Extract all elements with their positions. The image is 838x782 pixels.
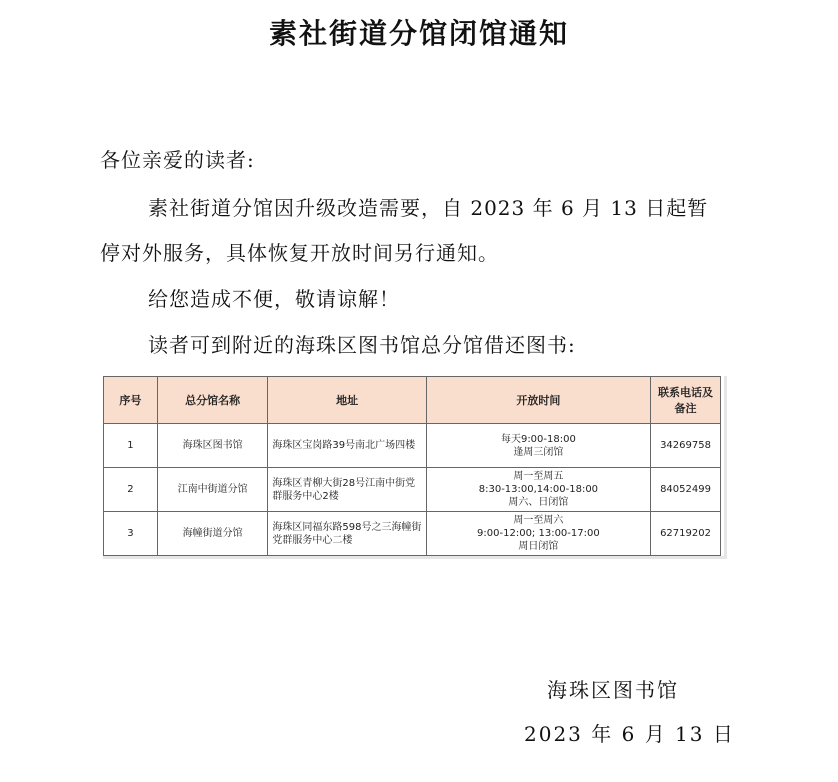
hours-line: 8:30-13:00,14:00-18:00 <box>478 484 599 495</box>
library-table <box>103 376 721 556</box>
cell-no: 2 <box>104 468 158 512</box>
table-row <box>104 512 721 556</box>
hours-line: 周日闭馆 <box>518 541 559 552</box>
cell-address: 海珠区青柳大街28号江南中街党群服务中心2楼 <box>268 468 426 512</box>
header-name: 总分馆名称 <box>157 377 268 424</box>
hours-line: 每天9:00-18:00 <box>500 433 576 445</box>
cell-name: 江南中街道分馆 <box>157 468 268 512</box>
notice-title: 素社街道分馆闭馆通知 <box>268 17 569 50</box>
table-row <box>104 468 721 512</box>
cell-phone: 34269758 <box>651 424 721 468</box>
cell-phone: 84052499 <box>651 468 721 512</box>
cell-phone: 62719202 <box>651 512 721 556</box>
table-row <box>104 424 721 468</box>
paragraph-1-line-1: 素社街道分馆因升级改造需要，自 2023 年 6 月 13 日起暂 <box>148 196 709 220</box>
header-hours: 开放时间 <box>426 377 650 424</box>
cell-address: 海珠区宝岗路39号南北广场四楼 <box>268 424 426 468</box>
paragraph-1-line-2: 停对外服务，具体恢复开放时间另行通知。 <box>100 241 499 265</box>
hours-line: 逢周三闭馆 <box>513 446 564 458</box>
hours-line: 周一至周五 <box>513 471 564 482</box>
hours-line: 周六、日闭馆 <box>508 497 569 508</box>
cell-name: 海幢街道分馆 <box>157 512 268 556</box>
hours-line: 周一至周六 <box>513 515 564 526</box>
cell-address: 海珠区同福东路598号之三海幢街党群服务中心二楼 <box>268 512 426 556</box>
greeting: 各位亲爱的读者: <box>100 148 255 172</box>
signature-org: 海珠区图书馆 <box>547 678 679 702</box>
header-address: 地址 <box>268 377 426 424</box>
cell-name: 海珠区图书馆 <box>157 424 268 468</box>
library-table-container <box>103 376 727 559</box>
signature-date: 2023 年 6 月 13 日 <box>524 722 735 746</box>
cell-hours <box>426 424 650 468</box>
paragraph-3: 读者可到附近的海珠区图书馆总分馆借还图书: <box>148 333 576 357</box>
cell-no: 3 <box>104 512 158 556</box>
cell-hours <box>426 512 650 556</box>
cell-no: 1 <box>104 424 158 468</box>
header-no: 序号 <box>104 377 158 424</box>
header-phone: 联系电话及备注 <box>651 377 721 424</box>
table-header-row <box>104 377 721 424</box>
cell-hours <box>426 468 650 512</box>
hours-line: 9:00-12:00; 13:00-17:00 <box>477 528 600 539</box>
paragraph-2: 给您造成不便，敬请谅解！ <box>148 287 400 311</box>
